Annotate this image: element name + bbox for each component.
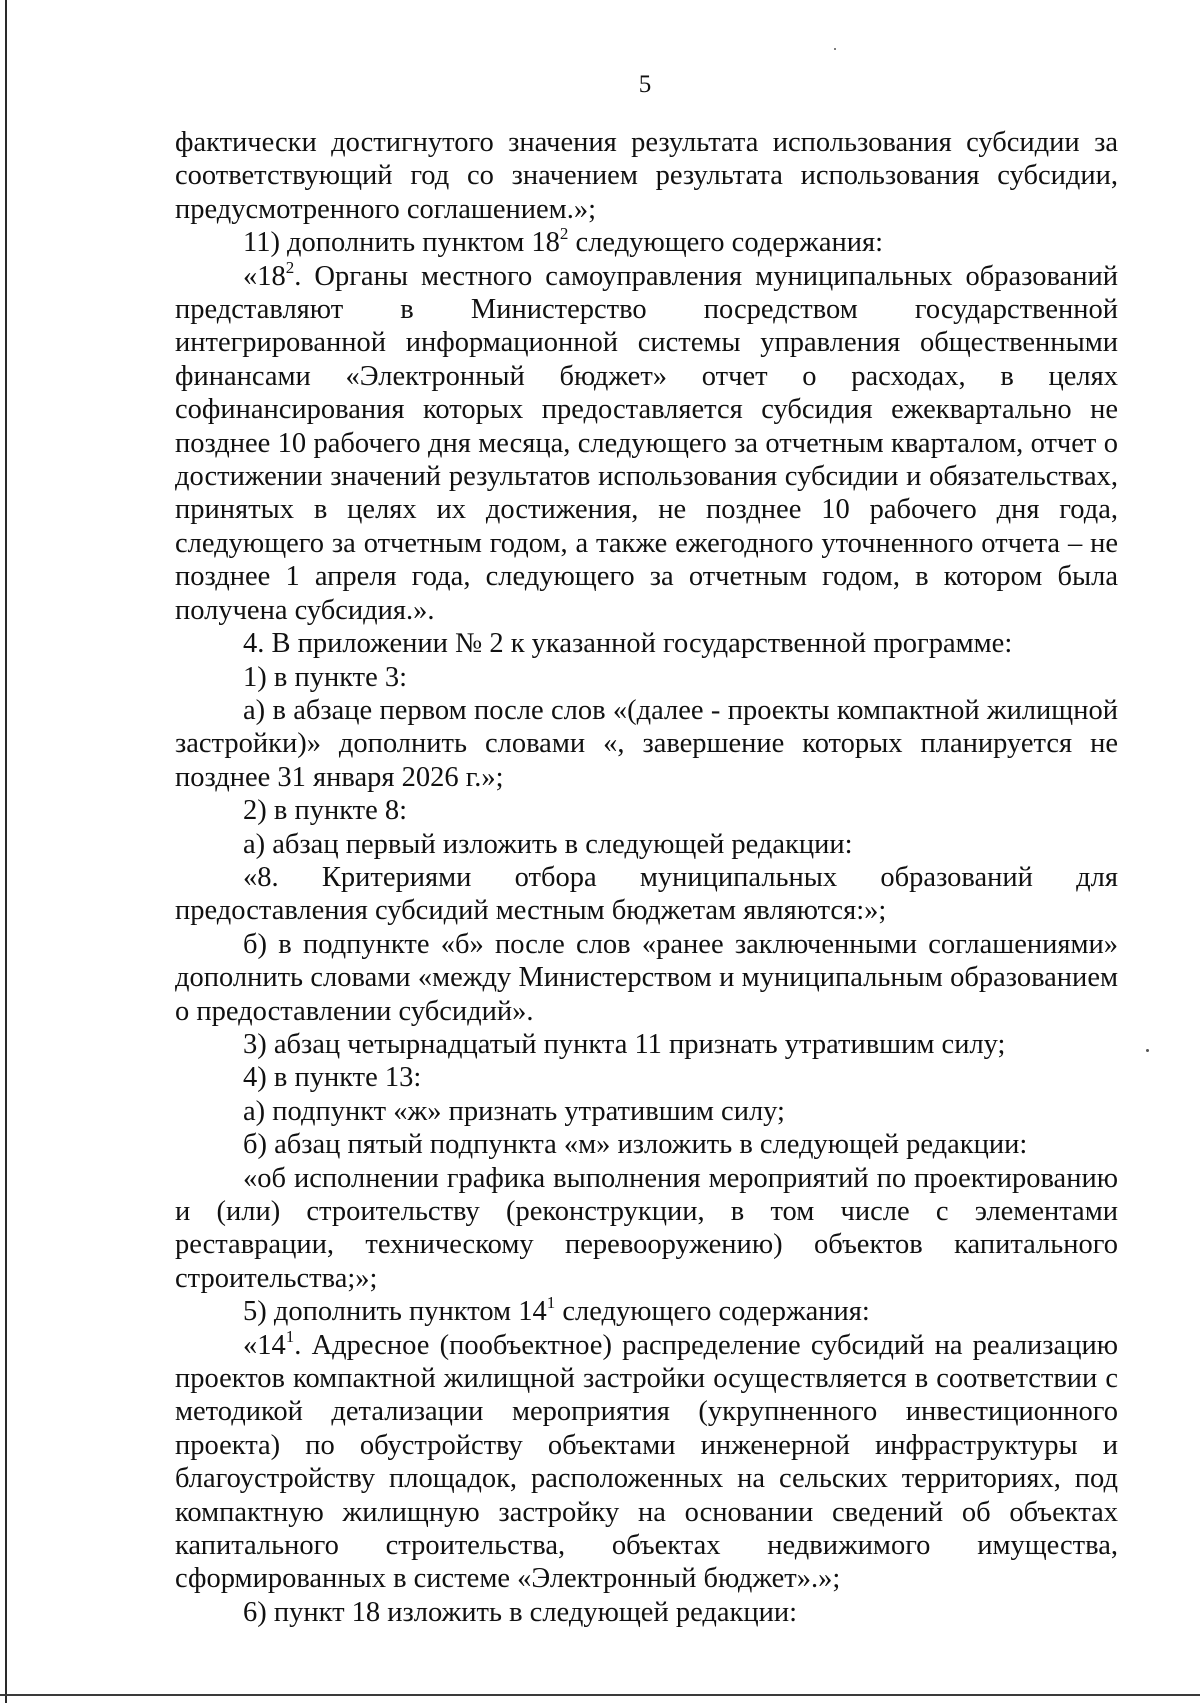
paragraph-text: . Адресное (пообъектное) распределение субсидий на реализацию проектов компактной жилищной застройки осуществляется в соответствии с методикой детализации мероприятия (укрупненного инвестиционного проекта) по обустройству объектами инженерной инфраструктуры и благоустройству площадок, расположенных на сельских территориях, под компактную жилищную застройку на основании сведений об объектах капитального строительства, объектах недвижимого имущества, сформированных в системе «Электронный бюджет».»; (175, 1329, 1118, 1595)
paragraph (175, 257, 1118, 627)
paragraph: 2) в пункте 8: (243, 795, 408, 827)
scan-bottom-edge (0, 1694, 1200, 1696)
paragraph: 4) в пункте 13: (243, 1062, 422, 1094)
superscript: 2 (285, 257, 295, 277)
paragraph (175, 226, 1118, 259)
page-number: 5 (638, 71, 652, 98)
paragraph: б) абзац пятый подпункта «м» изложить в следующей редакции: (243, 1129, 1028, 1161)
paragraph: «об исполнении графика выполнения мероприятий по проектированию и (или) строительству (реконструкции, в том числе с элементами реставрации, техническому перевооружению) объектов капитального строительства;»; (175, 1162, 1118, 1294)
paragraph: 6) пункт 18 изложить в следующей редакции: (243, 1596, 798, 1628)
paragraph: 1) в пункте 3: (243, 661, 408, 693)
paragraph-text: «14 (243, 1329, 286, 1361)
paragraph: 4. В приложении № 2 к указанной государственной программе: (243, 628, 1013, 660)
scan-speck (1146, 1049, 1149, 1052)
document-body (175, 126, 1118, 1629)
paragraph: а) подпункт «ж» признать утратившим силу; (243, 1095, 785, 1127)
paragraph (175, 1295, 1118, 1328)
paragraph-text: 5) дополнить пунктом 14 (243, 1296, 547, 1328)
paragraph-text: 11) дополнить пунктом 18 (243, 227, 560, 259)
paragraph: «8. Критериями отбора муниципальных образований для предоставления субсидий местным бюджетам являются:»; (175, 861, 1118, 927)
superscript: 2 (559, 224, 569, 244)
paragraph-text: следующего содержания: (555, 1296, 870, 1328)
paragraph-text: . Органы местного самоуправления муниципальных образований представляют в Министерство посредством государственной интегрированной информационной системы управления общественными финансами «Электронный бюджет» отчет о расходах, в целях софинансирования которых предоставляется субсидия ежеквартально не позднее 10 рабочего дня месяца, следующего за отчетным кварталом, отчет о достижении значений результатов использования субсидии и обязательствах, принятых в целях их достижения, не позднее 10 рабочего дня года, следующего за отчетным годом, а также ежегодного уточненного отчета – не позднее 1 апреля года, следующего за отчетным годом, в котором была получена субсидия.». (175, 260, 1118, 626)
scan-speck (834, 48, 836, 50)
paragraph-text: «18 (243, 260, 286, 292)
paragraph (175, 1326, 1118, 1596)
superscript: 1 (285, 1326, 295, 1346)
paragraph: фактически достигнутого значения результата использования субсидии за соответствующий год со значением результата использования субсидии, предусмотренного соглашением.»; (175, 127, 1118, 225)
paragraph: а) абзац первый изложить в следующей редакции: (243, 828, 853, 860)
paragraph: а) в абзаце первом после слов «(далее - проекты компактной жилищной застройки)» дополнить словами «, завершение которых планируется не позднее 31 января 2026 г.»; (175, 694, 1118, 793)
scan-left-edge (5, 0, 7, 1703)
paragraph: б) в подпункте «б» после слов «ранее заключенными соглашениями» дополнить словами «между Министерством и муниципальным образованием о предоставлении субсидий». (175, 928, 1118, 1027)
paragraph-text: следующего содержания: (568, 227, 884, 259)
paragraph: 3) абзац четырнадцатый пункта 11 признать утратившим силу; (243, 1028, 1006, 1060)
superscript: 1 (546, 1293, 556, 1313)
